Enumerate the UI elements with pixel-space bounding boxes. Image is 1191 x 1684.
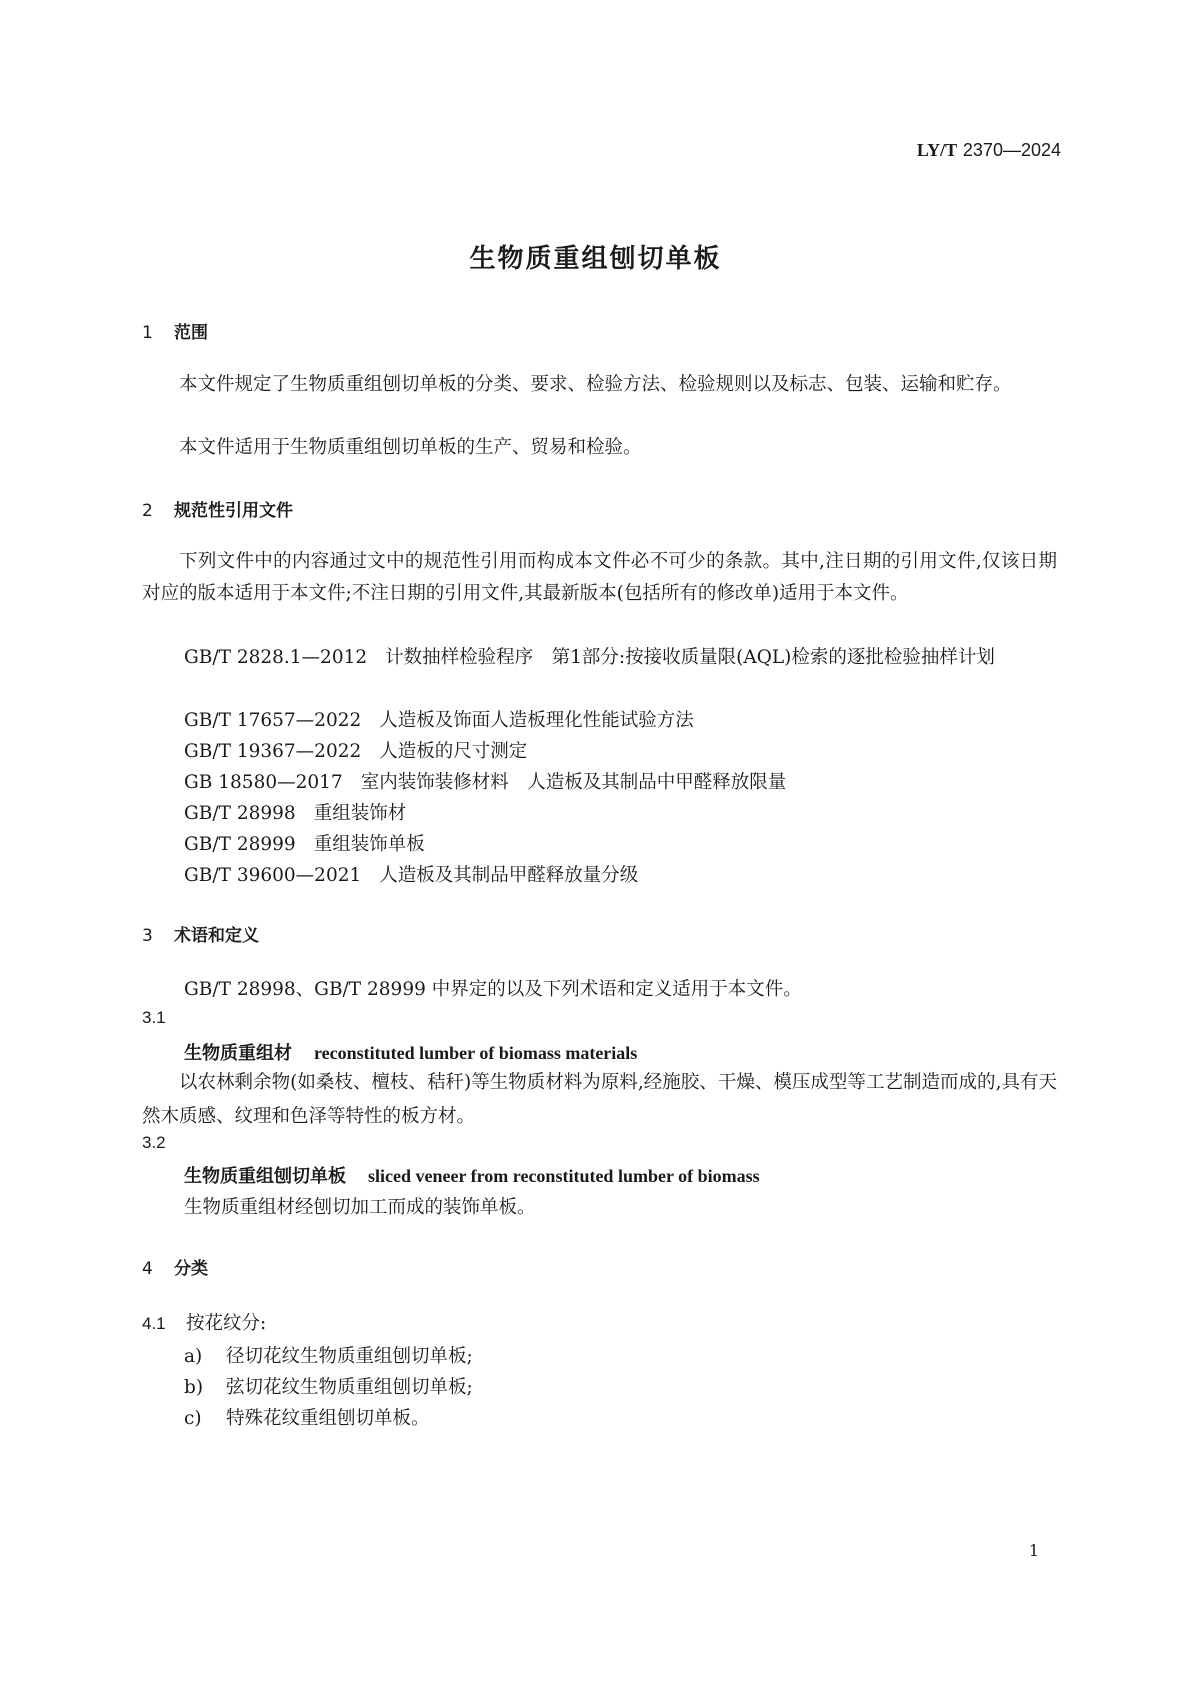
subclause-text: 按花纹分: [186, 1313, 267, 1334]
subclause-4-1 [142, 1309, 266, 1335]
term-chinese: 生物质重组材 [184, 1043, 292, 1064]
page-number: 1 [1028, 1541, 1039, 1560]
standard-code-number: 2370—2024 [962, 140, 1061, 160]
reference-item [184, 737, 527, 763]
reference-title: 重组装饰材 [313, 803, 407, 824]
term-english: sliced veneer from reconstituted lumber of biomass [368, 1166, 760, 1186]
reference-item [184, 830, 425, 856]
section-title: 分类 [174, 1259, 208, 1279]
reference-code: GB/T 2828.1—2012 [184, 647, 368, 668]
terms-intro: GB/T 28998、GB/T 28999 中界定的以及下列术语和定义适用于本文件。 [184, 979, 802, 1000]
term-definition: 以农林剩余物(如桑枝、檀枝、秸秆)等生物质材料为原料,经施胶、干燥、模压成型等工艺制造而成的,具有天然木质感、纹理和色泽等特性的板方材。 [142, 1072, 1057, 1127]
list-label: b) [184, 1377, 204, 1398]
reference-item [184, 706, 694, 732]
reference-code: GB/T 19367—2022 [184, 741, 362, 762]
reference-code: GB 18580—2017 [184, 772, 343, 793]
list-item [184, 1373, 473, 1399]
section-number: 3 [142, 926, 153, 946]
reference-title: 重组装饰单板 [313, 834, 425, 855]
term-number: 3.1 [142, 1008, 166, 1027]
reference-item [184, 799, 406, 825]
reference-item [184, 768, 786, 794]
section-number: 4 [142, 1259, 153, 1279]
standard-code-prefix: LY/T [916, 140, 958, 160]
reference-code: GB/T 28999 [184, 834, 296, 855]
section-number: 2 [142, 501, 153, 521]
list-label: c) [184, 1408, 202, 1429]
list-item [184, 1342, 473, 1368]
section-2-heading [142, 496, 293, 521]
list-item [184, 1404, 430, 1430]
term-chinese: 生物质重组刨切单板 [184, 1166, 346, 1187]
term-number: 3.2 [142, 1133, 166, 1152]
scope-paragraph-1: 本文件规定了生物质重组刨切单板的分类、要求、检验方法、检验规则以及标志、包装、运输和贮存。 [179, 374, 1012, 395]
standard-code [917, 140, 1061, 161]
reference-title: 室内装饰装修材料 人造板及其制品中甲醛释放限量 [360, 772, 787, 793]
list-label: a) [184, 1346, 203, 1367]
section-title: 范围 [174, 323, 208, 343]
section-number: 1 [142, 323, 153, 343]
reference-title: 人造板及饰面人造板理化性能试验方法 [379, 710, 694, 731]
subclause-number: 4.1 [142, 1314, 166, 1333]
reference-item [184, 861, 638, 887]
reference-title: 人造板及其制品甲醛释放量分级 [379, 865, 639, 886]
reference-code: GB/T 28998 [184, 803, 296, 824]
section-4-heading [142, 1254, 208, 1279]
document-title: 生物质重组刨切单板 [469, 244, 722, 274]
reference-item [184, 642, 1057, 674]
section-title: 规范性引用文件 [174, 501, 293, 521]
reference-title: 计数抽样检验程序 第1部分:按接收质量限(AQL)检索的逐批检验抽样计划 [385, 647, 995, 668]
list-text: 径切花纹生物质重组刨切单板; [226, 1346, 473, 1367]
term-definition: 生物质重组材经刨切加工而成的装饰单板。 [184, 1197, 536, 1218]
reference-code: GB/T 39600—2021 [184, 865, 362, 886]
section-title: 术语和定义 [174, 926, 259, 946]
term-english: reconstituted lumber of biomass materials [314, 1043, 638, 1063]
scope-paragraph-2: 本文件适用于生物质重组刨切单板的生产、贸易和检验。 [179, 437, 642, 458]
section-1-heading [142, 318, 208, 343]
reference-title: 人造板的尺寸测定 [379, 741, 528, 762]
normative-references-intro: 下列文件中的内容通过文中的规范性引用而构成本文件必不可少的条款。其中,注日期的引用文件,仅该日期对应的版本适用于本文件;不注日期的引用文件,其最新版本(包括所有的修改单)适用于本文件。 [142, 551, 1057, 604]
reference-code: GB/T 17657—2022 [184, 710, 362, 731]
term-heading [184, 1039, 637, 1065]
list-text: 弦切花纹生物质重组刨切单板; [226, 1377, 473, 1398]
section-3-heading [142, 921, 259, 946]
list-text: 特殊花纹重组刨切单板。 [226, 1408, 430, 1429]
term-heading [184, 1162, 760, 1188]
